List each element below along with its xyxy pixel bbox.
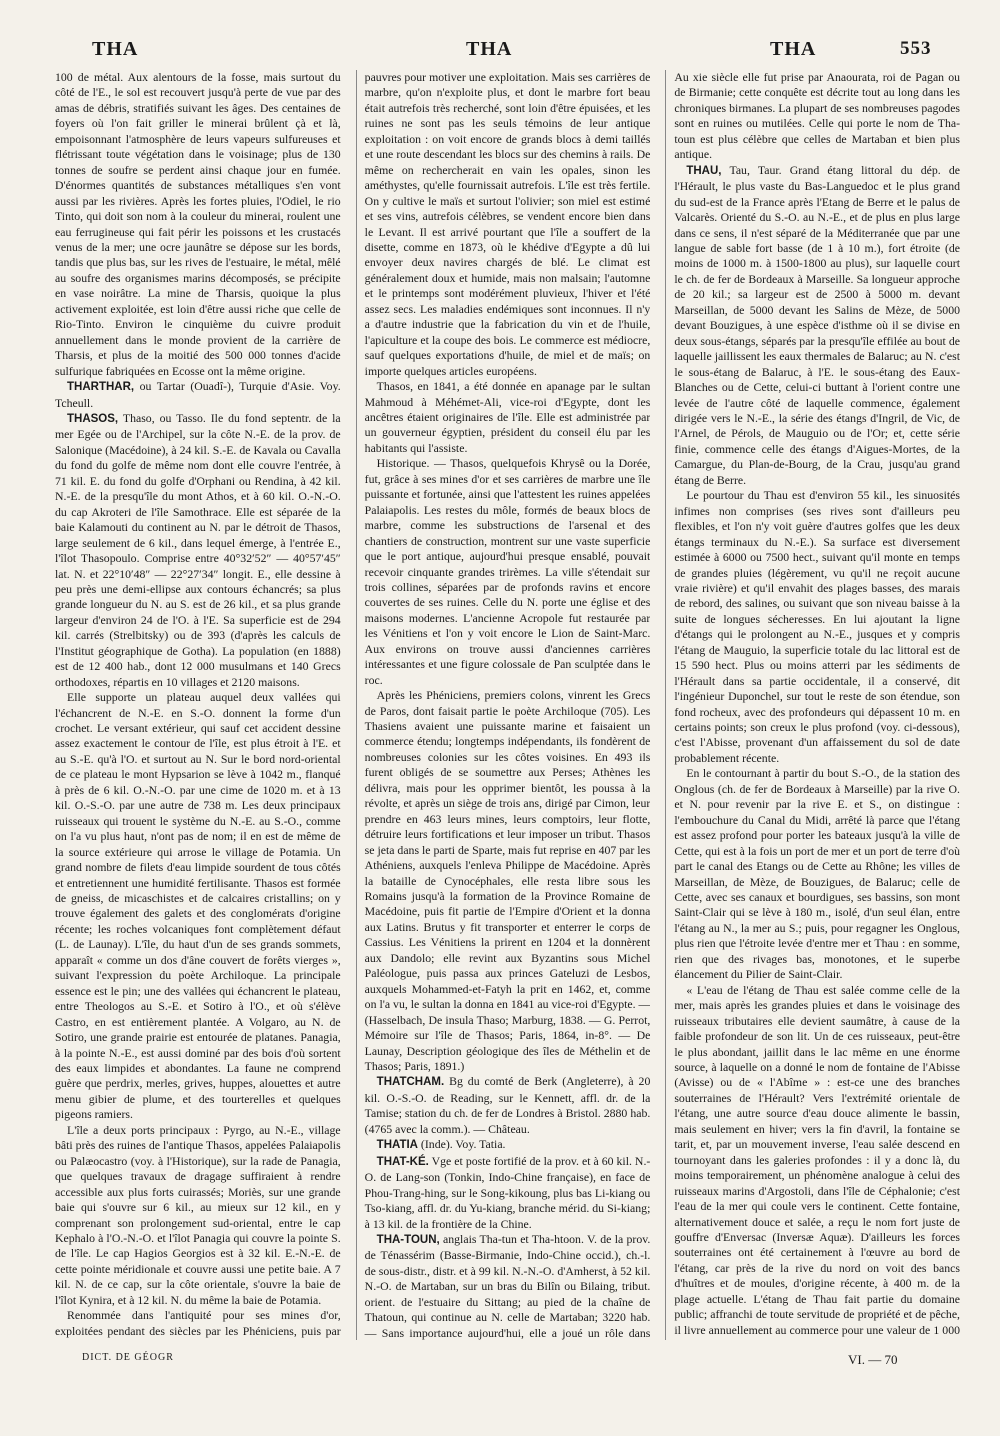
paragraph-text: Après les Phéniciens, premiers colons, vinrent les Grecs de Paros, dont faisait partie le poète Archiloque (705). Les Thasiens avaient une puissante marine et faisaient un commerce étendu; longtemps indépendants, ils fondèrent de nombreuses colonies sur les côtes voisines. En 493 ils furent obligés de se soumettre aux Perses; Athènes les délivra, mais pour les opprimer bientôt, les poussa à la révolte, et après un siège de trois ans, dirigé par Cimon, leur prendre en 463 leurs mines, leurs comptoirs, leur flotte, détruire leurs fortifications et leur imposer un tribut. Thasos se jeta dans le parti de Sparte, mais fut reprise en 407 par les Athéniens, auxquels l'enleva Philippe de Macédoine. Après la bataille de Cynocéphales, elle resta libre sous les Romains jusqu'à la formation de la Province Romaine de Macédoine, puis fit partie de l'Empire d'Orient et la donna aux Latins. Brutus y fit transporter et enterrer le corps de Cassius. Les Vénitiens la prirent en 1204 et la donnèrent aux Dandolo; elle revint aux Byzantins sous Michel Paléologue, puis passa aux princes Gateluzi de Lesbos, auxquels Mohammed-et-Fatyh la prit en 1462, et, comme on l'a vu, le sultan la donna en 1841 au vice-roi d'Egypte. — (Hasselbach, De insula Thaso; Marburg, 1838. — G. Perrot, Mémoire sur l'île de Thasos; Paris, 1864, in-8°. — De Launay, Description géologique des îles de Méthelin et de Thasos; Paris, 1891.) xyxy=(364,688,651,1073)
dictionary-entry xyxy=(365,1154,651,1232)
paragraph-text: Thaso, ou Tasso. Ile du fond septentr. de la mer Egée ou de l'Archipel, sur la côte N.-E. de la prov. de Salonique (Macédoine), à 24 kil. S.-E. de Kavala ou Cavalla du fond du golfe de même nom dont elle couvre l'entrée, à 71 kil. E. du fond du golfe d'Orphani ou Rendina, à 42 kil. N.-E. de la presqu'île du mont Athos, et à 60 kil. O.-N.-O. du cap Akroteri de l'île Samothrace. Elle est séparée de la baie Kalamouti du continent au N. par le détroit de Thasos, large seulement de 6 kil., dans lequel émerge, à l'entrée E., l'îlot Thasopoulo. Comprise entre 40°32′52″ — 40°57′45″ lat. N. et 22°10′48″ — 22°27′34″ longit. E., elle dessine à peu près une demi-ellipse aux contours échancrés; sa plus grande longueur du N. au S. est de 26 kil., et sa plus grande largeur d'environ 24 de l'O. à l'E. Sa superficie est de 294 kil. carrés (Strelbitsky) ou de 393 (d'après les calculs de l'Institut géographique de Gotha). La population (en 1888) est de 12 400 hab., dont 12 000 musulmans et 140 Grecs orthodoxes, répartis en 10 villages et 2120 maisons. xyxy=(55,410,341,689)
paragraph-text: L'île a deux ports principaux : Pyrgo, au N.-E., village bâti près des ruines de l'antique Thasos, appelées Palaiapolis ou Palæocastro (voy. à l'Historique), sur la rade de Panagia, que quelques travaux de dragage suffiraient à rendre accessible aux plus forts cuirassés; Moriès, sur une grande baie qui s'ouvre sur 6 kil., au mieux sur 12 kil., en y comprenant son prolongement sud-oriental, entre le cap Kephalo à l'O.-N.-O. et l'îlot Panagia qui couvre la pointe S. de l'île. Le cap Hagios Georgios est à 32 kil. E.-N.-E. de cette pointe méridionale et couvre aussi une petite baie. A 7 kil. N. de ce cap, sur la côte orientale, s'ouvre la baie de l'îlot Kynira, et à 12 kil. N. du même la baie de Potamia. xyxy=(55,1122,341,1307)
footer-signature: DICT. DE GÉOGR xyxy=(82,1352,174,1363)
paragraph-text: ou Tartar (Ouadî-), Turquie d'Asie. Voy. Tcheull. xyxy=(55,379,341,410)
paragraph-text: En le contournant à partir du bout S.-O., de la station des Onglous (ch. de fer de Bordeaux à Marseille) par la rive O. et N. pour revenir par la rive E. et S., on distingue : l'embouchure du Canal du Midi, arrêté là parce que l'étang est assez profond pour porter les bateaux jusqu'à la ville de Cette, qui est à la fois un port de mer et un port de terre d'où part le canal des Etangs ou de Cette au Rhône; les villes de Marseillan, de Mèze, de Bouzigues, de Balaruc; celle de Cette, avec ses canaux et bourdigues, ses bassins, son mont Saint-Clair qui se lève à 180 m., isolé, d'un seul élan, entre l'étang au N., la mer au S.; puis, pour regagner les Onglous, plus rien que l'étroite levée d'entre mer et Thau : en somme, rien que des rivages bas, monotones, et le superbe élancement du Pilier de Saint-Clair. xyxy=(674,766,961,982)
entry-headword: THATIA xyxy=(376,1139,418,1152)
paragraph xyxy=(55,690,341,1123)
paragraph-text: pauvres pour motiver une exploitation. Mais ses carrières de marbre, qu'on n'exploite plus, et dont le marbre fort beau était autrefois très recherché, sont loin d'être épuisées, et les ruines ne sont pas les seuls témoins de leur antique exploitation : on voit encore de grands blocs à demi taillés et une route descendant les blocs sur des chemins à rails. De même on rechercherait en vain les opales, sinon les améthystes, qu'elle fournissait autrefois. L'île est très fertile. On y cultive le maïs et surtout l'olivier; son miel est estimé et ses vins, autrefois célèbres, se vendent encore bien dans le Levant. Il est arrivé pourtant que l'île a souffert de la disette, comme en 1873, où le khédive d'Egypte a dû lui envoyer deux navires chargés de blé. Le climat est généralement doux et humide, mais non malsain; l'automne et le printemps sont modérément pluvieux, l'hiver et l'été assez secs. Les maladies endémiques sont inconnues. Il n'y a d'autre industrie que la fabrication du vin et de l'huile, l'apiculture et la coupe des bois. Le commerce est médiocre, sauf quelques exportations d'huile, de miel et de maïs; on importe quelques articles européens. xyxy=(364,70,651,378)
dictionary-entry xyxy=(365,1137,651,1153)
paragraph-text: Thasos, en 1841, a été donnée en apanage par le sultan Mahmoud à Méhémet-Ali, vice-roi d'Egypte, dont les ancêtres étaient originaires de l'île. Elle est administrée par un gouverneur égyptien, président du conseil élu par les habitants qui l'assiste. xyxy=(364,379,651,455)
paragraph-text: 100 de métal. Aux alentours de la fosse, mais surtout du côté de l'E., le sol est recouvert jusqu'à perte de vue par des amas de débris, stratifiés suivant les âges. Des centaines de foyers où l'on fait griller le minerai brûlent çà et là, empoisonnant l'atmosphère de leurs vapeurs sulfureuses et flétrissant toute végétation dans le voisinage; plus de 130 tonnes de soufre se perdent ainsi chaque jour en fumée. D'énormes quantités de substances métalliques s'en vont aussi par les rivières. Après les fortes pluies, l'Odiel, le rio Tinto, qui doit son nom à la couleur du minerai, roulent une eau ferrugineuse qui fait périr les poissons et les crustacés venus de la mer; une ocre jaunâtre se dépose sur les bords, tandis que plus bas, sur les rives de l'estuaire, le métal, mêlé au soufre des organismes marins décomposés, se précipite en vase noirâtre. La mine de Tharsis, quoique la plus activement exploitée, est loin d'être aussi riche que celle de Rio-Tinto. Environ le cinquième du cuivre produit annuellement dans le monde provient de la carrière de Tharsis, et plus de la moitié des 500 000 tonnes d'acide sulfurique fabriquées en Ecosse ont la même origine. xyxy=(55,70,341,378)
entry-headword: THA-TOUN, xyxy=(376,1233,440,1246)
paragraph xyxy=(365,379,651,456)
paragraph xyxy=(365,456,651,688)
footer-volume-sheet: VI. — 70 xyxy=(848,1352,898,1367)
paragraph xyxy=(55,1308,341,1340)
page-number: 553 xyxy=(900,38,932,59)
running-head-right: THA xyxy=(770,38,817,60)
entry-headword: THARTHAR, xyxy=(67,381,135,394)
dictionary-entry xyxy=(55,379,341,411)
paragraph-text: « L'eau de l'étang de Thau est salée comme celle de la mer, mais après les grandes pluies et dans le voisinage des ruisseaux tributaires elle devient saumâtre, à cause de la faible profondeur de son lit. Un de ces ruisseaux, peut-être le plus abondant, jaillit dans le lac même en une énorme source, à laquelle on a donné le nom de fontaine de l'Abisse (Avisse) ou de « l'Abîme » : est-ce une des branches souterraines de l'Hérault? Vers l'extrémité orientale de l'étang, une autre source d'eau douce alimente le bassin, mais seulement en hiver; vers la fin d'avril, la fontaine se tarit, et, par un mouvement inverse, l'eau salée descend en tournoyant dans les galeries profondes : il y a donc là, du moins temporairement, un phénomène analogue à celui des ruisseaux marins d'Argostoli, dans l'île de Céphalonie; c'est l'eau de la mer qui coule vers le continent. Cette fontaine, alternativement douce et salée, a reçu le nom fort juste de gouffre d'Enversac (Inversæ Aquæ). D'ailleurs les forces souterraines ont été certainement à l'œuvre au bord de l'étang, car près de la rive du nord on voit des bancs d'huîtres et de moules, d'origine récente, à 400 m. de la plage actuelle. L'étang de Thau fait partie du domaine public; affranchi de toute servitude de propriété et de pêche, il livre annuellement au commerce pour une valeur de 1 000 xyxy=(674,982,961,1337)
dictionary-entry xyxy=(55,411,341,690)
dictionary-entry xyxy=(365,1232,651,1340)
text-columns xyxy=(55,70,960,1340)
paragraph xyxy=(55,70,341,379)
paragraph-text: Renommée dans l'antiquité pour ses mines d'or, exploitées pendant des siècles par les Phéniciens, puis par xyxy=(55,1308,341,1338)
column-1 xyxy=(55,70,341,1340)
running-head-center: THA xyxy=(466,38,513,60)
paragraph xyxy=(365,70,651,379)
running-head-left: THA xyxy=(92,38,139,60)
paragraph-text: Elle supporte un plateau auquel deux vallées qui l'échancrent de N.-E. en S.-O. donnent la forme d'un crochet. Le versant extérieur, qui sauf cet accident dessine assez exactement le contour de l'île, est plus étroit à l'E. et au S.-E. qu'à l'O. et surtout au N. Sur le bord nord-oriental de ce plateau le mont Hypsarion se lève à 1042 m., flanqué à près de 6 kil. O.-N.-O. par une cime de 1020 m. et à 13 kil. O.-S.-O. par une autre de 738 m. Les deux principaux ruisseaux qui trouent le système du N.-E. au S.-O., comme on l'a vu plus haut, n'ont pas de nom; il en est de même de la source extérieure qui arrose le village de Potamia. Un grand nombre de filets d'eau limpide sourdent de tous côtés et entretiennent une humidité fertilisante. Thasos est formée de gneiss, de micaschistes et de calcaires cristallins; on y trouve également des galets et des conglomérats d'origine récente; les roches volcaniques font complètement défaut (L. de Launay). L'île, du haut d'un de ses grands sommets, apparaît « comme un dos d'âne couvert de forêts vierges », suivant l'expression du poète Archiloque. La principale essence est le pin; une des vallées qui échancrent le plateau, entre Theologos au S.-E. et Sotiro à l'O., et où s'élève Castro, en est entièrement plantée. A Volgaro, au N. de Sotiro, une grande prairie est entourée de platanes. Panagia, à la pointe N.-E., est aussi dominé par des bois d'où sortent des eaux limpides et abondantes. La faune ne comprend guère que perdrix, merles, grives, huppes, alouettes et autre menu gibier de plume, et des tourterelles et quelques pigeons ramiers. xyxy=(55,690,341,1122)
paragraph-text: Bg du comté de Berk (Angleterre), à 20 kil. O.-S.-O. de Reading, sur le Kennett, affl. dr. de la Tamise; station du ch. de fer de Londres à Bristol. 2880 hab. (4765 avec la comm.). — Château. xyxy=(364,1074,651,1136)
dictionary-entry xyxy=(365,1074,651,1137)
paragraph-text: (Inde). Voy. Tatia. xyxy=(417,1137,506,1152)
page-footer xyxy=(0,1352,1000,1382)
paragraph-text: Vge et poste fortifié de la prov. et à 60 kil. N.-O. de Lang-son (Tonkin, Indo-Chine française), en face de Phou-Trang-hing, sur le Song-kikoung, plus bas Li-kiang ou Tso-kiang, affl. dr. du Yu-kiang, branche mérid. du Si-kiang; à 13 kil. de la frontière de la Chine. xyxy=(364,1153,651,1231)
paragraph xyxy=(55,1123,341,1308)
entry-headword: THATCHAM. xyxy=(376,1076,445,1089)
paragraph-text: Au xie siècle elle fut prise par Anaourata, roi de Pagan ou de Birmanie; cette conquête est décrite tout au long dans les chroniques birmanes. La plupart de ses nombreuses pagodes sont en ruines ou mutilées. Celle qui porte le nom de Tha-toun est plus célèbre que celles de Martaban et bien plus antique. xyxy=(674,70,961,162)
paragraph-text: Historique. — Thasos, quelquefois Khrysê ou la Dorée, fut, grâce à ses mines d'or et ses carrières de marbre une île puissante et fortunée, ainsi que l'attestent les ruines appelées Palaiapolis. Les restes du môle, formés de beaux blocs de marbre, comme les substructions de l'arsenal et des chantiers de construction, montrent sur une vaste superficie que le port antique, aujourd'hui presque ensablé, pouvait recevoir cinquante grandes trirèmes. La ville s'étendait sur trois collines, séparées par de profonds ravins et encore couvertes de ses ruines. Celle du N. porte une église et des maisons modernes. L'ancienne Acropole fut restaurée par les Vénitiens et l'on y voit encore le Lion de Saint-Marc. Aux environs on trouve aussi d'anciennes carrières intéressantes et une figure colossale de Pan sculptée dans le roc. xyxy=(364,456,651,687)
entry-headword: THAT-KÉ. xyxy=(376,1155,429,1168)
column-2 xyxy=(356,70,651,1340)
entry-headword: THAU, xyxy=(686,164,722,177)
paragraph xyxy=(674,983,960,1340)
paragraph xyxy=(674,766,960,982)
running-head xyxy=(0,38,1000,68)
entry-headword: THASOS, xyxy=(67,412,119,425)
paragraph-text: anglais Tha-tun et Tha-htoon. V. de la prov. de Ténassérim (Basse-Birmanie, Indo-Chine occid.), ch.-l. de sous-distr., distr. et à 99 kil. N.-N.-O. d'Amherst, à 52 kil. N.-O. de Martaban, sur un bras du Bilîn ou Bilaing, tribut. orient. de l'estuaire du Sittang; au pied de la chaîne de Thatoun, qui continue au N. celle de Martaban; 3220 hab. — Sans importance aujourd'hui, elle a joué un rôle dans xyxy=(364,1231,651,1340)
column-3 xyxy=(665,70,960,1340)
paragraph-text: Le pourtour du Thau est d'environ 55 kil., les sinuosités infimes non comprises (ses rives sont d'ailleurs peu flexibles, et l'on n'y voit guère d'autres golfes que les deux étangs terminaux du N.-E.). Sa surface est diversement estimée à 6000 ou 7500 hect., suivant qu'il monte en temps de grandes pluies (légèrement, vu qu'il ne reçoit aucune vraie rivière) et qu'il envahit des plages basses, des marais de rebord, des salines, ou suivant que son niveau baisse à la suite de longues sécheresses. En lui ajoutant la ligne d'étangs qui le prolongent au N.-E., jusques et y compris l'étang de Mauguio, la superficie totale du lac littoral est de 15 590 hect. Plus ou moins atterri par les sédiments de l'Hérault dans sa partie occidentale, il a conservé, dit l'ingénieur Duponchel, sur tout le reste de son étendue, son fond rocheux, avec des profondeurs qui dépassent 10 m. en certains points; son creux le plus profond (voy. ci-dessous), c'est l'Abisse, provenant d'un affaissement du sol de date probablement récente. xyxy=(674,488,961,765)
dictionary-entry xyxy=(674,163,960,489)
paragraph xyxy=(674,488,960,766)
paragraph xyxy=(674,70,960,163)
paragraph-text: Tau, Taur. Grand étang littoral du dép. de l'Hérault, le plus vaste du Bas-Languedoc et le plus grand du sud-est de la France après l'Etang de Berre et le palus de Valcarès. Orienté du S.-O. au N.-E., et de plus en plus large dans ce sens, il n'est séparé de la Méditerranée que par une langue de sable fort basse (de 1 à 10 m.), fort étroite (de moins de 1000 m. à 1500-1800 au plus), sur laquelle court le ch. de fer de Bordeaux à Marseille. Sa longueur approche de 20 kil.; sa largeur est de 2500 à 5000 m. devant Marseillan, de 5000 devant les Salins de Mèze, de 5000 devant Bouzigues, à une espèce d'isthme où il se divise en deux sous-étangs, séparés par la presqu'île effilée au bout de laquelle jaillissent les eaux thermales de Balaruc; au N. c'est le sous-étang de Balaruc, à l'E. le sous-étang des Eaux-Blanches ou de Cette, celui-ci buttant à l'orient contre une levée de l'autre côté de laquelle commence, également dirigée vers le N.-E., la série des étangs d'Ingril, de Vic, de l'Arnel, de Pérols, de Mauguio ou de l'Or; et, cette série finie, commence celle des étangs d'Aigues-Mortes, de la Camargue, du Plan-de-Bourg, de la Crau, jusqu'au grand étang de Berre. xyxy=(674,162,961,487)
paragraph xyxy=(365,688,651,1074)
